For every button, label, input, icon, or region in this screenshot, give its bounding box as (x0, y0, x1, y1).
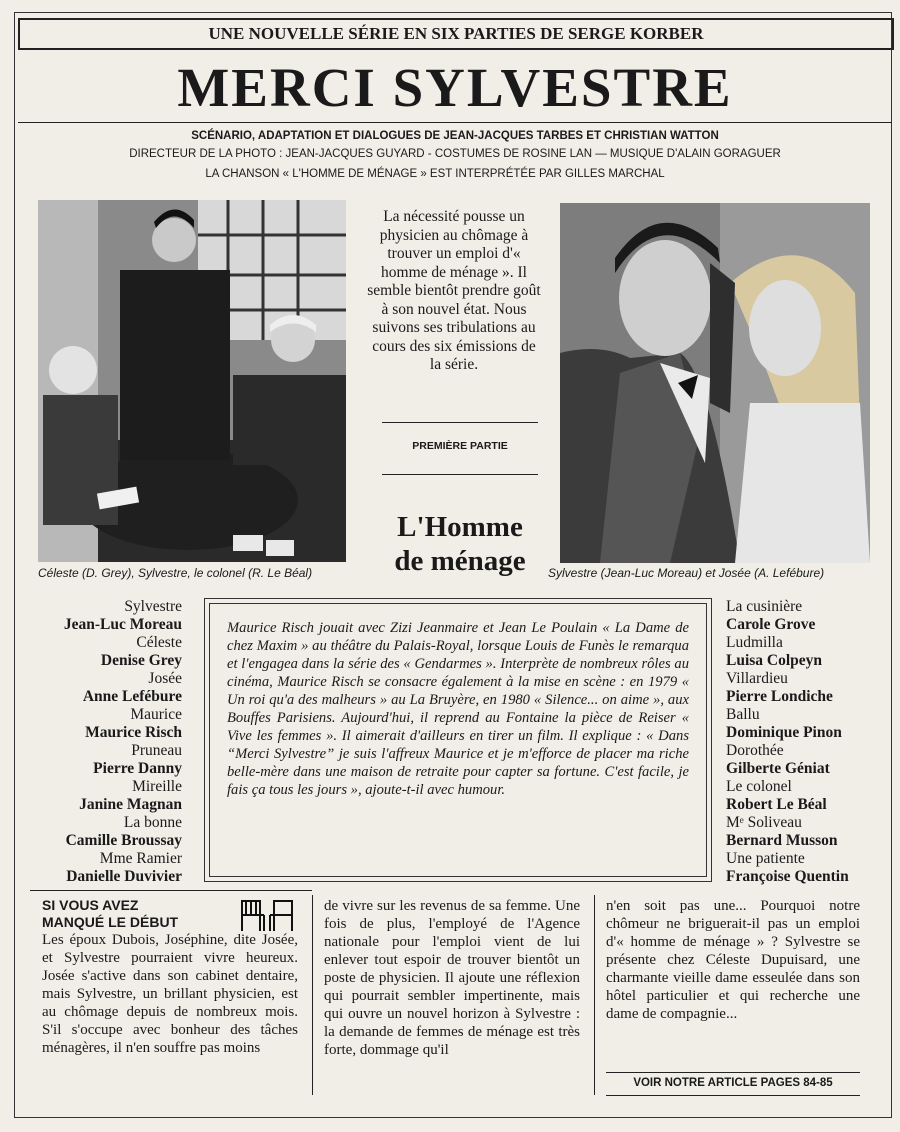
cast-actor: Camille Broussay (65, 832, 182, 849)
cast-role: Dorothée (726, 742, 784, 759)
cast-role: Ballu (726, 706, 760, 723)
cast-role: Ludmilla (726, 634, 783, 651)
summary-col-1 (42, 897, 298, 1057)
chairs-icon (238, 897, 296, 933)
cast-role: Une patiente (726, 850, 805, 867)
cast-list-left (30, 598, 182, 886)
credits-crew: DIRECTEUR DE LA PHOTO : JEAN-JACQUES GUYARD - COSTUMES DE ROSINE LAN — MUSIQUE D'ALAIN GORAGUER (129, 148, 781, 160)
cast-actor: Jean-Luc Moreau (63, 616, 182, 633)
cast-role: Pruneau (131, 742, 182, 759)
cast-role: Mireille (132, 778, 182, 795)
cast-actor: Pierre Londiche (726, 688, 833, 705)
cast-actor: Denise Grey (100, 652, 182, 669)
series-banner: UNE NOUVELLE SÉRIE EN SIX PARTIES DE SERGE KORBER (18, 18, 894, 50)
cast-actor: Pierre Danny (93, 760, 182, 777)
episode-title (365, 510, 555, 578)
see-more-rule-bottom (606, 1095, 860, 1096)
quote-box (204, 598, 712, 882)
cast-role: Villardieu (726, 670, 788, 687)
column-divider-1 (312, 895, 313, 1095)
left-photo-illustration (38, 200, 346, 562)
cast-role: La cusinière (726, 598, 803, 615)
part-label: PREMIÈRE PARTIE (412, 440, 508, 452)
cast-actor: Robert Le Béal (726, 796, 827, 813)
summary-heading-line1: SI VOUS AVEZ (42, 897, 139, 913)
quote-text: Maurice Risch jouait avec Zizi Jeanmaire et Jean Le Poulain « La Dame de chez Maxim » au théâtre du Palais-Royal, lorsque Louis de Funès le remarqua et l'engagea dans la série des « Gendarmes ». Interprète de nombreux rôles au cinéma, Maurice Risch se consacre également à la mise en scène : en 1979 « Un roi qu'a des malheurs » au La Bruyère, en 1980 « Silence... on aime », aux Bouffes Parisiens. Aujourd'hui, il reprend au Fontaine la pièce de Reiser « Vive les femmes ». Il aimerait d'ailleurs en tirer un film. Il explique : « Dans “Merci Sylvestre” je suis l'affreux Maurice et je m'efforce de placer ma riche belle-mère dans une maison de retraite pour capter sa fortune. C'est facile, je fais ça tous les jours », ajoute-t-il avec humour. (227, 620, 689, 798)
cast-actor: Bernard Musson (726, 832, 838, 849)
summary-heading-line2: MANQUÉ LE DÉBUT (42, 914, 179, 930)
episode-title-line2: de ménage (394, 545, 526, 577)
summary-heading (42, 897, 298, 931)
intro-text: La nécessité pousse un physicien au chômage à trouver un emploi d'« homme de ménage ». Il semble bientôt prendre goût à son nouvel état. Nous suivons ses tribulations au cours des six émissions de la série. (367, 208, 541, 373)
intro-rule-bottom (382, 474, 538, 475)
see-article-link: VOIR NOTRE ARTICLE PAGES 84-85 (633, 1077, 833, 1089)
credits-song: LA CHANSON « L'HOMME DE MÉNAGE » EST INTERPRÉTÉE PAR GILLES MARCHAL (205, 168, 665, 180)
cast-role: Le colonel (726, 778, 792, 795)
cast-actor: Maurice Risch (85, 724, 182, 741)
title-rule (18, 122, 892, 123)
summary-text-3: n'en soit pas une... Pourquoi notre chômeur ne briguerait-il pas un emploi d'« homme de ménage » ? Sylvestre se présente chez Céleste Dupuisard, une charmante vieille dame esseulée dans son hôtel particulier et qui recherche une dame de compagnie... (606, 898, 860, 1022)
right-photo-illustration (560, 203, 870, 563)
cast-role: La bonne (123, 814, 182, 831)
cast-list-right (726, 598, 886, 886)
episode-title-line1: L'Homme (397, 511, 523, 543)
page-title: MERCI SYLVESTRE (177, 57, 733, 118)
cast-actor: Carole Grove (726, 616, 816, 633)
cast-actor: Luisa Colpeyn (726, 652, 823, 669)
right-photo-caption: Sylvestre (Jean-Luc Moreau) et Josée (A. Lefébure) (548, 566, 825, 580)
summary-text-1: Les époux Dubois, Joséphine, dite Josée, et Sylvestre pourraient vivre heureux. Josée s'active dans son cabinet dentaire, mais Sylvestre, un brillant physicien, est au chômage depuis de nombreux mois. S'il s'occupe avec bonheur des tâches ménagères, il n'en souffre pas moins (42, 932, 298, 1056)
cast-actor: Dominique Pinon (726, 724, 842, 741)
intro-rule-top (382, 422, 538, 423)
cast-role: Mme Ramier (99, 850, 182, 867)
cast-role: Josée (148, 670, 182, 687)
cast-role: Maurice (130, 706, 182, 723)
cast-actor: Danielle Duvivier (66, 868, 182, 885)
cast-actor: Anne Lefébure (82, 688, 182, 705)
cast-actor: Gilberte Géniat (726, 760, 830, 777)
left-photo-caption: Céleste (D. Grey), Sylvestre, le colonel (R. Le Béal) (38, 566, 313, 580)
credits-writers: SCÉNARIO, ADAPTATION ET DIALOGUES DE JEAN-JACQUES TARBES ET CHRISTIAN WATTON (191, 130, 719, 142)
cast-role: Céleste (136, 634, 182, 651)
column-divider-2 (594, 895, 595, 1095)
summary-text-2: de vivre sur les revenus de sa femme. Une fois de plus, l'employé de l'Agence nationale pour l'emploi vient de lui enlever tout espoir de trouver bientôt un poste de physicien. Il ajoute une réflexion qui pourrait sembler impertinente, mais qui ouvre un nouvel horizon à Sylvestre : la demande de femmes de ménage est très forte, dommage qu'il (324, 898, 580, 1058)
summary-rule (30, 890, 312, 891)
right-photo (560, 203, 870, 563)
cast-role: Sylvestre (124, 598, 182, 615)
cast-actor: Janine Magnan (79, 796, 182, 813)
see-more-rule-top (606, 1072, 860, 1073)
cast-actor: Françoise Quentin (726, 868, 849, 885)
cast-role: Mᵉ Soliveau (726, 814, 802, 831)
left-photo (38, 200, 346, 562)
